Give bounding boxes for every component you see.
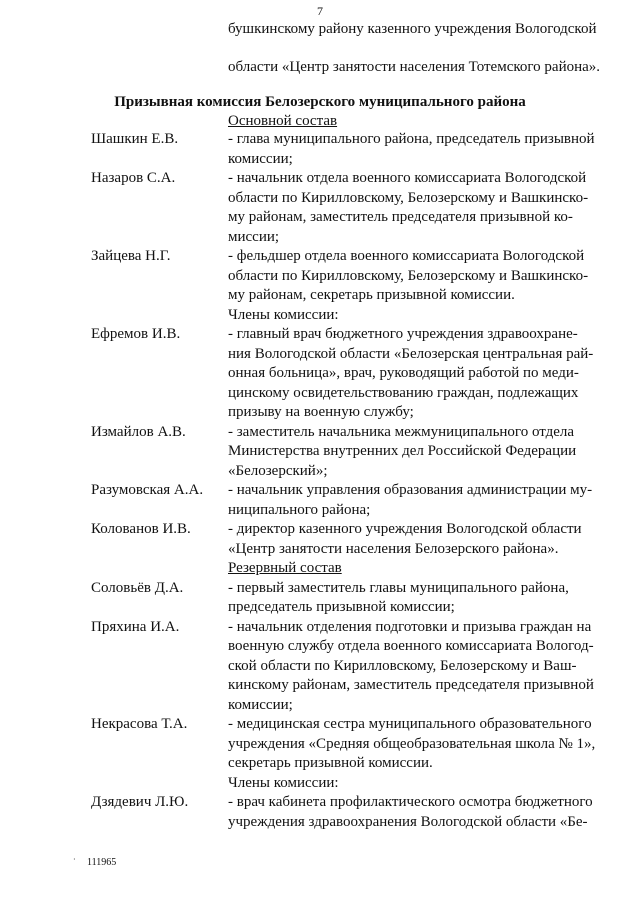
member-role-line: миссии; bbox=[228, 229, 280, 245]
footer-mark: · bbox=[73, 855, 76, 864]
members-label: Члены комиссии: bbox=[228, 775, 339, 791]
member-name: Ефремов И.В. bbox=[91, 326, 181, 342]
member-name: Дзядевич Л.Ю. bbox=[91, 794, 189, 810]
member-name: Колованов И.В. bbox=[91, 521, 191, 537]
member-role-line: комиссии; bbox=[228, 697, 293, 713]
member-name: Соловьёв Д.А. bbox=[91, 580, 184, 596]
member-role-line: учреждения здравоохранения Вологодской области «Бе- bbox=[228, 814, 588, 830]
member-role-line: председатель призывной комиссии; bbox=[228, 599, 455, 615]
member-name: Зайцева Н.Г. bbox=[91, 248, 171, 264]
member-role-line: учреждения «Средняя общеобразовательная школа № 1», bbox=[228, 736, 596, 752]
member-name: Назаров С.А. bbox=[91, 170, 176, 186]
member-role-line: - главный врач бюджетного учреждения здравоохране- bbox=[228, 326, 578, 342]
member-role-line: му районам, заместитель председателя призывной ко- bbox=[228, 209, 573, 225]
member-role-line: области по Кирилловскому, Белозерскому и Вашкинско- bbox=[228, 268, 589, 284]
member-role-line: - фельдшер отдела военного комиссариата Вологодской bbox=[228, 248, 585, 264]
member-name: Пряхина И.А. bbox=[91, 619, 180, 635]
member-role-line: ниципального района; bbox=[228, 502, 371, 518]
member-role-line: секретарь призывной комиссии. bbox=[228, 755, 433, 771]
member-role-line: онная больница», врач, руководящий работой по меди- bbox=[228, 365, 579, 381]
member-role-line: - начальник отдела военного комиссариата Вологодской bbox=[228, 170, 587, 186]
page-number: 7 bbox=[317, 4, 323, 18]
member-role-line: области по Кирилловскому, Белозерскому и Вашкинско- bbox=[228, 190, 589, 206]
intro-line: бушкинскому району казенного учреждения Вологодской bbox=[228, 21, 597, 37]
member-role-line: - заместитель начальника межмуниципального отдела bbox=[228, 424, 575, 440]
member-name: Разумовская А.А. bbox=[91, 482, 204, 498]
member-role-line: - медицинская сестра муниципального образовательного bbox=[228, 716, 592, 732]
member-role-line: военную службу отдела военного комиссариата Вологод- bbox=[228, 638, 594, 654]
member-role-line: Министерства внутренних дел Российской Федерации bbox=[228, 443, 577, 459]
member-role-line: му районам, секретарь призывной комиссии. bbox=[228, 287, 515, 303]
member-role-line: - директор казенного учреждения Вологодской области bbox=[228, 521, 582, 537]
member-role-line: - начальник управления образования администрации му- bbox=[228, 482, 593, 498]
member-role-line: ния Вологодской области «Белозерская центральная рай- bbox=[228, 346, 594, 362]
member-name: Шашкин Е.В. bbox=[91, 131, 179, 147]
intro-line: области «Центр занятости населения Тотемского района». bbox=[228, 59, 601, 75]
member-role-line: призыву на военную службу; bbox=[228, 404, 414, 420]
member-role-line: - первый заместитель главы муниципального района, bbox=[228, 580, 569, 596]
footer-code: 111965 bbox=[87, 857, 117, 868]
member-name: Измайлов А.В. bbox=[91, 424, 186, 440]
member-role-line: - начальник отделения подготовки и призыва граждан на bbox=[228, 619, 592, 635]
member-role-line: - глава муниципального района, председатель призывной bbox=[228, 131, 595, 147]
member-role-line: «Белозерский»; bbox=[228, 463, 328, 479]
member-role-line: цинскому освидетельствованию граждан, подлежащих bbox=[228, 385, 579, 401]
member-role-line: комиссии; bbox=[228, 151, 293, 167]
section-title: Призывная комиссия Белозерского муниципального района bbox=[114, 94, 526, 110]
reserve-composition-label: Резервный состав bbox=[228, 560, 342, 576]
member-name: Некрасова Т.А. bbox=[91, 716, 188, 732]
member-role-line: кинскому районам, заместитель председателя призывной bbox=[228, 677, 594, 693]
members-label: Члены комиссии: bbox=[228, 307, 339, 323]
member-role-line: - врач кабинета профилактического осмотра бюджетного bbox=[228, 794, 593, 810]
member-role-line: ской области по Кирилловскому, Белозерскому и Ваш- bbox=[228, 658, 577, 674]
main-composition-label: Основной состав bbox=[228, 113, 338, 129]
member-role-line: «Центр занятости населения Белозерского района». bbox=[228, 541, 559, 557]
